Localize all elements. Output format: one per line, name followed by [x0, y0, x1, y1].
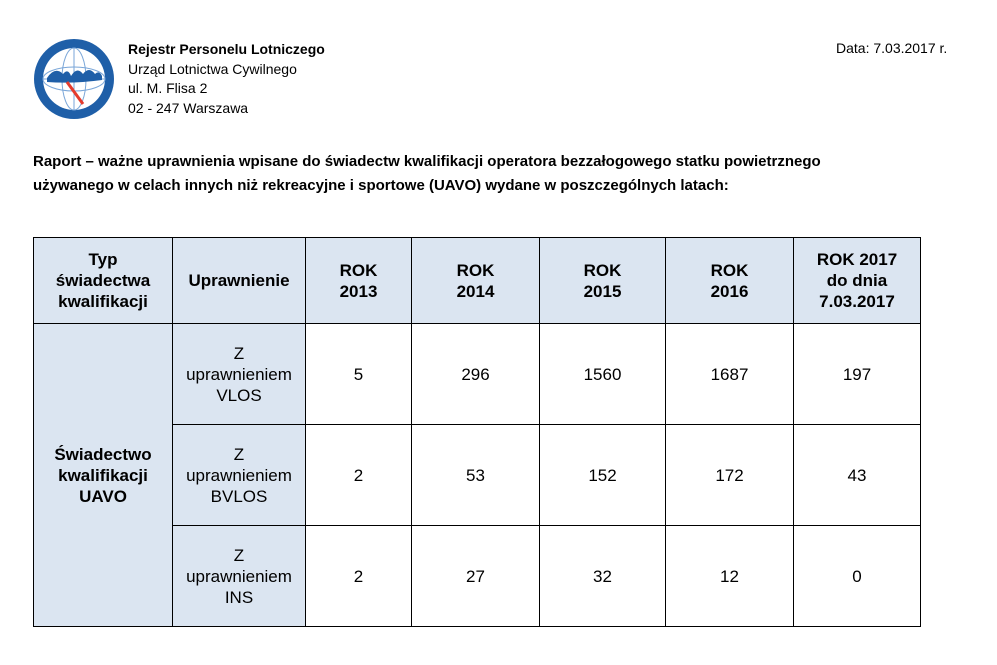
- report-title-line: używanego w celach innych niż rekreacyjne i sportowe (UAVO) wydane w poszczególnych latach:: [33, 177, 729, 194]
- column-header-type: Typ świadectwa kwalifikacji: [34, 238, 173, 324]
- value-cell: 296: [412, 324, 540, 425]
- value-cell: 152: [540, 425, 666, 526]
- permission-cell: Z uprawnieniem VLOS: [173, 324, 306, 425]
- address-block: [128, 40, 325, 118]
- value-cell: 1687: [666, 324, 794, 425]
- value-cell: 53: [412, 425, 540, 526]
- report-title: [33, 150, 933, 198]
- report-table: [33, 237, 921, 627]
- value-cell: 197: [794, 324, 921, 425]
- report-title-line: Raport – ważne uprawnienia wpisane do świadectw kwalifikacji operatora bezzałogowego statku powietrznego: [33, 153, 821, 170]
- value-cell: 12: [666, 526, 794, 627]
- report-date: Data: 7.03.2017 r.: [836, 40, 948, 56]
- value-cell: 43: [794, 425, 921, 526]
- column-header-2016: ROK 2016: [666, 238, 794, 324]
- value-cell: 0: [794, 526, 921, 627]
- column-header-permission: Uprawnienie: [173, 238, 306, 324]
- ulc-logo-icon: [33, 38, 115, 120]
- value-cell: 27: [412, 526, 540, 627]
- column-header-2013: ROK 2013: [306, 238, 412, 324]
- category-cell: Świadectwo kwalifikacji UAVO: [34, 324, 173, 627]
- value-cell: 1560: [540, 324, 666, 425]
- address-line: Urząd Lotnictwa Cywilnego: [128, 60, 297, 77]
- address-line: ul. M. Flisa 2: [128, 80, 208, 96]
- value-cell: 2: [306, 526, 412, 627]
- permission-cell: Z uprawnieniem INS: [173, 526, 306, 627]
- value-cell: 172: [666, 425, 794, 526]
- column-header-2015: ROK 2015: [540, 238, 666, 324]
- table-header-row: [34, 238, 921, 324]
- column-header-2014: ROK 2014: [412, 238, 540, 324]
- permission-cell: Z uprawnieniem BVLOS: [173, 425, 306, 526]
- column-header-2017: ROK 2017 do dnia 7.03.2017: [794, 238, 921, 324]
- value-cell: 32: [540, 526, 666, 627]
- value-cell: 5: [306, 324, 412, 425]
- value-cell: 2: [306, 425, 412, 526]
- org-name: Rejestr Personelu Lotniczego: [128, 41, 325, 57]
- table-row: [34, 324, 921, 425]
- address-line: 02 - 247 Warszawa: [128, 99, 249, 116]
